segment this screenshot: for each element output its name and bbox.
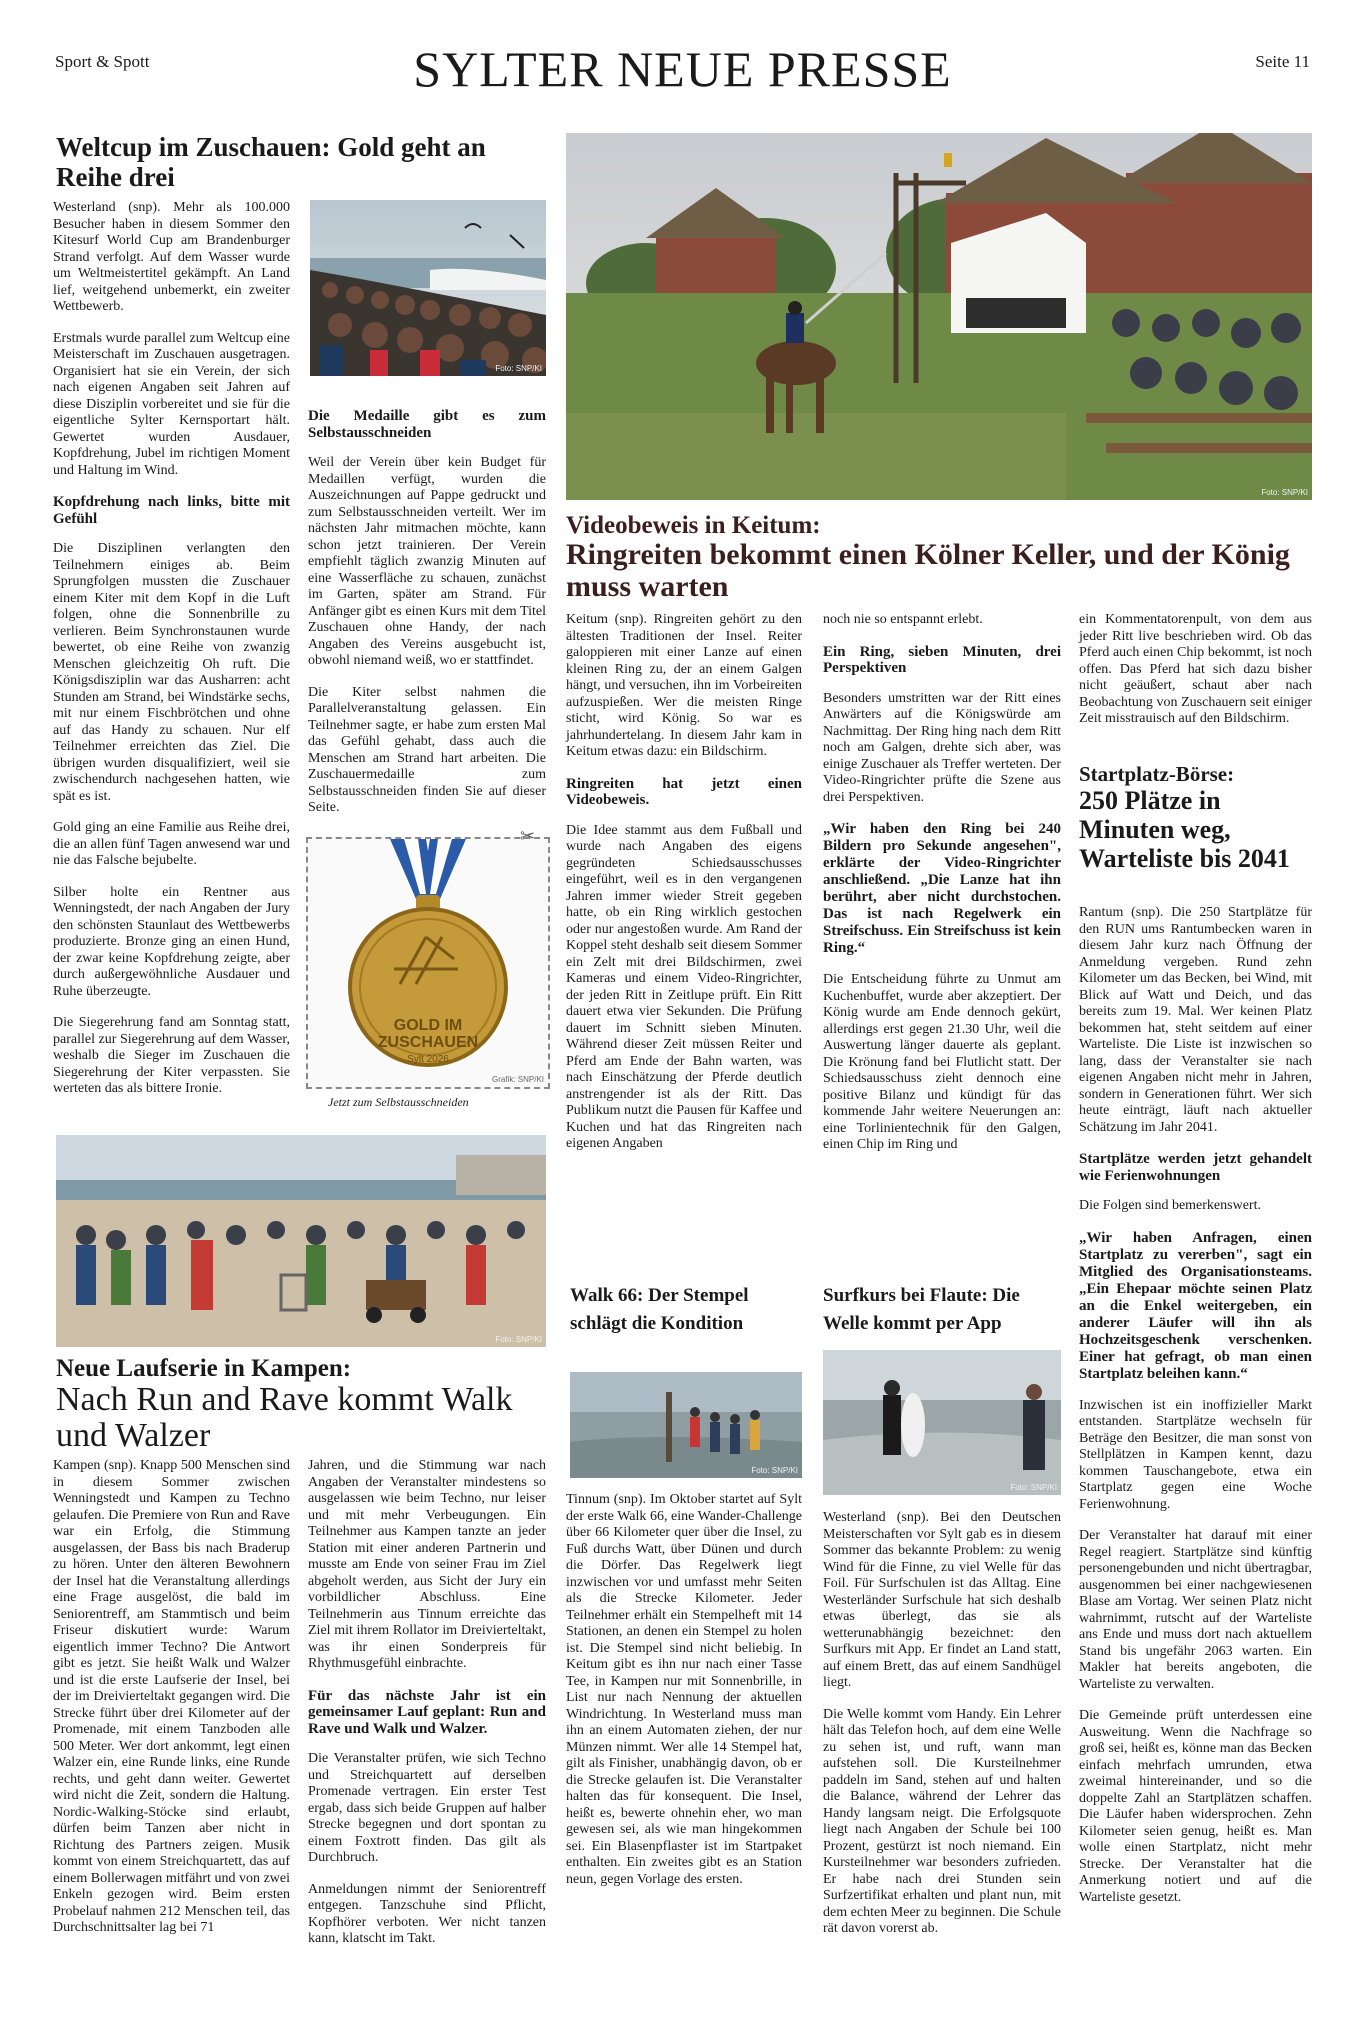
surf-col	[823, 1510, 1061, 1953]
scissors-icon: ✂	[520, 826, 536, 846]
startplatz-paragraph: Der Veranstalter hat darauf mit einer Regel reagiert. Startplätze sind künftig personengebunden und nicht übertragbar, ausgenommen bei einer nachgewiesenen Blase am Vortag. Wer seinen Platz nicht wahrnimmt, rutscht auf der Warteliste ans Ende und muss dort nach aktuellem Stand bis ungefähr 2063 warten. Ein Makler hat bereits angeboten, die Warteliste zu verwalten.	[1079, 1528, 1312, 1692]
ringreiten-col-2	[823, 612, 1061, 1169]
ringreiten-photo	[566, 133, 1312, 500]
laufserie-col-1	[53, 1458, 290, 1952]
laufserie-headline: Nach Run and Rave kommt Walk und Walzer	[56, 1381, 513, 1454]
weltcup-paragraph: Die Siegerehrung fand am Sonntag statt, parallel zur Siegerehrung auf dem Wasser, weshalb die Sieger im Zuschauen die Siegerehrung der Kiter verpassten. Sie werteten das als bittere Ironie.	[53, 1015, 290, 1096]
newspaper-title: SYLTER NEUE PRESSE	[413, 41, 952, 97]
ringreiten-paragraph: Keitum (snp). Ringreiten gehört zu den ältesten Traditionen der Insel. Reiter galoppieren mit einer Lanze auf einen kleinen Ring zu, der an einem Galgen hängt, und versuchen, ihn im Vorbeireiten aufzuspießen. Wer die meisten Ringe sticht, wird König. So war es jahrhundertelang. In diesem Jahr kam in Keitum etwas dazu: ein Bildschirm.	[566, 612, 802, 759]
photo-credit: Foto: SNP/KI	[751, 1466, 798, 1475]
surf-paragraph: Westerland (snp). Bei den Deutschen Meisterschaften vor Sylt gab es in diesem Sommer das bekannte Problem: zu wenig Wind für die Finne, zu viel Welle für das Foil. Für Surfschulen ist das Alltag. Eine Westerländer Surfschule hat sich deshalb etwas überlegt, das sie als wetterunabhängig bezeichnet: den Surfkurs mit App. Er findet an Land statt, auf einem Brett, das auf einem Sandhügel liegt.	[823, 1510, 1061, 1690]
surf-paragraph: Die Welle kommt vom Handy. Ein Lehrer hält das Telefon hoch, auf dem eine Welle zu sehen ist, und ruft, wann man aufstehen soll. Die Kursteilnehmer paddeln im Sand, stehen auf und halten die Balance, während der Lehrer das Handy langsam neigt. Die Erfolgsquote liegt nach Angaben der Schule bei 100 Prozent, gestürzt ist noch niemand. Ein Kursteilnehmer war besonders zufrieden. Er habe nach drei Stunden sein Surfzertifikat erhalten und plant nun, mit dem echten Meer zu beginnen. Die Schule rät davon vorerst ab.	[823, 1706, 1061, 1936]
walk-headline: Walk 66: Der Stempel schlägt die Kondition	[570, 1285, 749, 1334]
walk-paragraph: Tinnum (snp). Im Oktober startet auf Sylt der erste Walk 66, eine Wander-Challenge über 66 Kilometer quer über die Insel, zu Fuß durchs Watt, über Dünen und durch die Dörfer. Das Regelwerk liegt inzwischen vor und umfasst mehr Seiten als die Strecke Kilometer. Jeder Teilnehmer erhält ein Stempelheft mit 14 Stationen, an denen ein Stempel zu holen ist. Die Stempel sind nicht beliebig. In Keitum gibt es ihn nur nach einer Tasse Tee, in Kampen nur mit Sonnenbrille, in List nur nach Nennung der aktuellen Windrichtung. In Westerland muss man ihn an einem Automaten ziehen, der nur Münzen nimmt. Wer alle 14 Stempel hat, gilt als Finisher, unabhängig davon, ob er die Strecke gelaufen ist. Die Veranstalter halten das für konsequent. Die Insel, heißt es, bewerte ohnehin eher, wo man gewesen sei, als wie man hingekommen sei. Ein Blasenpflaster ist im Startpaket enthalten. Ein zweites gibt es an Station neun, gegen Vorlage des ersten.	[566, 1492, 802, 1887]
startplatz-paragraph: Rantum (snp). Die 250 Startplätze für den RUN ums Rantumbecken waren in diesem Jahr kurz nach Öffnung der Anmeldung vergeben. Rund zehn Kilometer um das Becken, bei Wind, mit Blick auf Watt und Deich, und das bereits zum 19. Mal. Wer keinen Platz bekommen hat, steht seitdem auf einer Warteliste. Die Liste ist inzwischen so lang, dass der Veranstalter sie nach eigenen Angaben nicht mehr in Jahren, sondern in Generationen führt. Wer sich heute einträgt, läuft nach aktueller Schätzung im Jahr 2041.	[1079, 905, 1312, 1135]
weltcup-paragraph: Die Kiter selbst nahmen die Parallelveranstaltung gelassen. Ein Teilnehmer sagte, er habe zum ersten Mal das Gefühl gehabt, dass auch die Menschen am Strand hart arbeiten. Die Zuschauermedaille zum Selbstausschneiden finden Sie auf dieser Seite.	[308, 684, 546, 815]
startplatz-paragraph: Die Folgen sind bemerkenswert.	[1079, 1198, 1261, 1213]
weltcup-paragraph: Weil der Verein über kein Budget für Medaillen verfügt, wurden die Auszeichnungen auf Pappe gedruckt und zum Selbstausschneiden verteilt. Wer im nächsten Jahr mitmachen möchte, kann schon jetzt trainieren. Der Verein empfiehlt täglich zwanzig Minuten auf eine Wasserfläche zu schauen, zunächst im Garten, später am Strand. Für Anfänger gibt es einen Kurs mit dem Titel Zuschauen ohne Handy, der nach Angaben des Vereins ausgebucht ist, obwohl niemand weiß, wo er stattfindet.	[308, 455, 546, 668]
laufserie-paragraph: Kampen (snp). Knapp 500 Menschen sind in diesem Sommer zwischen Wenningstedt und Kampen zu Techno gelaufen. Die Premiere von Run and Rave war ein Erfolg, die Stimmung ausgelassen, der Bass bis nach Braderup zu hören. Unter den älteren Bewohnern der Insel hat die Veranstaltung allerdings eine Frage ausgelöst, die bald im Seniorentreff, am Stammtisch und beim Friseur diskutiert wurde: Warum eigentlich immer Techno? Die Antwort gibt es jetzt. Sie heißt Walk und Walzer und ist die erste Laufserie der Insel, bei der im Dreivierteltakt gegangen wird. Die Strecke führt über drei Kilometer auf der Promenade, mit einem Tanzboden alle 500 Meter. Wer dort ankommt, legt einen Walzer ein, eine Runde links, eine Runde rechts, und geht dann weiter. Gewertet wird nicht die Zeit, sondern die Haltung. Nordic-Walking-Stöcke sind erlaubt, dürfen beim Tanzen aber nicht in Richtung des Partners zeigen. Musik kommt von einem Streichquartett, das auf einem Bollerwagen mitfährt und von zwei Enkeln gezogen wird. Beim ersten Probelauf nahmen 212 Menschen teil, das Durchschnittsalter lag bei 71	[53, 1458, 290, 1935]
startplatz-paragraph: Inzwischen ist ein inoffizieller Markt entstanden. Startplätze wechseln für Beträge den Besitzer, die man sonst von Stellplätzen in Kampen kennt, dazu kommen Tauschangebote, etwa ein Startplatz gegen eine Woche Ferienwohnung.	[1079, 1397, 1312, 1512]
weltcup-col-1	[53, 200, 290, 1113]
ringreiten-paragraph: Besonders umstritten war der Ritt eines Anwärters auf die Königswürde am Nachmittag. Der Ring hing nach dem Ritt noch am Galgen, drehte sich aber, was einige Zuschauer als Treffer werteten. Der Video-Ringrichter prüfte die Szene aus drei Perspektiven.	[823, 690, 1061, 805]
startplatz-subheading: Startplätze werden jetzt gehandelt wie Ferienwohnungen	[1079, 1151, 1312, 1184]
ringreiten-subheading: Ein Ring, sieben Minuten, drei Perspektiven	[823, 643, 1061, 676]
weltcup-paragraph: Gold ging an eine Familie aus Reihe drei, die an allen fünf Tagen anwesend war und nie das Falsche bejubelte.	[53, 820, 290, 868]
startplatz-headline: 250 Plätze in Minuten weg, Warteliste bis 2041	[1079, 786, 1290, 873]
weltcup-paragraph: Westerland (snp). Mehr als 100.000 Besucher haben in diesem Sommer den Kitesurf World Cup am Brandenburger Strand verfolgt. Auf dem Wasser wurde um Weltmeistertitel gekämpft. An Land lief, weitgehend unbemerkt, ein zweiter Wettbewerb.	[53, 200, 290, 314]
ringreiten-paragraph: ein Kommentatorenpult, von dem aus jeder Ritt live beschrieben wird. Ob das Pferd auch einen Chip bekommt, ist noch offen. Das Pferd hat sich dazu bisher nicht geäußert, schaut aber nach Beobachtung von Zuschauern seit einiger Zeit misstrauisch auf den Bildschirm.	[1079, 612, 1312, 726]
photo-credit: Foto: SNP/KI	[1010, 1483, 1057, 1492]
startplatz-paragraph: Die Gemeinde prüft unterdessen eine Ausweitung. Wenn die Nachfrage so groß sei, heißt es, könne man das Becken einfach mehrfach umrunden, etwa zweimal hintereinander, und so die doppelte Zahl an Startplätzen schaffen. Die Läufer haben widersprochen. Zehn Kilometer seien genug, heißt es. Man wolle einen Startplatz, nicht mehr Strecke. Der Veranstalter hat die Anmerkung notiert und auf die Warteliste gesetzt.	[1079, 1708, 1312, 1905]
ringreiten-paragraph: noch nie so entspannt erlebt.	[823, 612, 983, 627]
laufserie-subheading: Für das nächste Jahr ist ein gemeinsamer Lauf geplant: Run and Rave und Walk und Walzer.	[308, 1687, 546, 1737]
startplatz-kicker: Startplatz-Börse:	[1079, 762, 1235, 786]
walk-photo	[570, 1372, 802, 1478]
startplatz-col	[1079, 905, 1312, 1921]
ringreiten-headline: Ringreiten bekommt einen Kölner Keller, und der König muss warten	[566, 538, 1290, 603]
laufserie-paragraph: Die Veranstalter prüfen, wie sich Techno und Streichquartett auf derselben Promenade vertragen. Ein erster Test ergab, dass sich beide Gruppen auf halber Strecke begegnen und dort spontan zu einem Foxtrott finden. Das gilt als Durchbruch.	[308, 1751, 546, 1865]
section-label: Sport & Spott	[55, 52, 150, 71]
medal-text: ZUSCHAUEN	[377, 1034, 479, 1051]
laufserie-kicker: Neue Laufserie in Kampen:	[56, 1355, 352, 1382]
medal-text: Sylt 2026	[407, 1054, 449, 1065]
weltcup-col-2	[308, 404, 546, 832]
laufserie-photo	[56, 1135, 546, 1347]
weltcup-subheading: Die Medaille gibt es zum Selbstausschneiden	[308, 408, 546, 441]
laufserie-paragraph: Jahren, und die Stimmung war nach Angaben der Veranstalter mindestens so ausgelassen wie beim Techno, nur leiser und mit mehr Verbeugungen. Ein Teilnehmer aus Kampen tanzte an jeder Station mit einer anderen Partnerin und musste am Ende von seiner Frau im Ziel abgeholt werden, aus Sicht der Jury ein vorbildlicher Abschluss. Eine Teilnehmerin aus Tinnum erreichte das Ziel mit ihrem Rollator im Dreivierteltakt, was ihr einen Sonderpreis für Rhythmusgefühl einbrachte.	[308, 1458, 546, 1671]
ringreiten-paragraph: Die Entscheidung führte zu Unmut am Kuchenbuffet, wurde aber akzeptiert. Der König wurde am Ende dennoch gekürt, allerdings erst gegen 21.30 Uhr, weil die Auswertung länger dauerte als geplant. Die Krönung fand bei Flutlicht statt. Der Schiedsausschuss zieht dennoch eine positive Bilanz und kündigt für das kommende Jahr weitere Neuerungen an: eine Torlinientechnik für den Galgen, einen Chip im Ring und	[823, 972, 1061, 1152]
kitesurf-photo	[310, 200, 546, 376]
ringreiten-col-3	[1079, 612, 1312, 743]
ringreiten-col-1	[566, 612, 802, 1168]
photo-credit: Foto: SNP/KI	[495, 364, 542, 373]
photo-credit: Foto: SNP/KI	[1261, 488, 1308, 497]
ringreiten-paragraph: Die Idee stammt aus dem Fußball und wurde nach Angaben des eigens gegründeten Schiedsausschusses eingeführt, weil es in den vergangenen Jahren immer wieder Streit gegeben hatte, ob ein Ring wirklich gestochen oder nur angestoßen wurde. Am Rand der Koppel steht deshalb seit diesem Sommer ein Zelt mit drei Bildschirmen, zwei Kameras und einem Video-Ringrichter, der jeden Ritt in Zeitlupe prüft. Ein Ritt dauert etwa vier Sekunden. Die Prüfung dauert im Schnitt sieben Minuten. Während dieser Zeit müssen Reiter und Pferd am Ende der Bahn warten, was nach Einschätzung der Pferde deutlich anstrengender ist als der Ritt. Das Publikum nutzt die Pausen für Kaffee und Kuchen und hat das Ringreiten nach eigenen Angaben	[566, 822, 802, 1151]
surf-photo	[823, 1350, 1061, 1495]
weltcup-paragraph: Silber holte ein Rentner aus Wenningstedt, der nach Angaben der Jury den schönsten Staunlaut des Wettbewerbs produzierte. Bronze ging an einen Hund, der zwar keine Kopfdrehung zeigte, aber durch außergewöhnliche Ausdauer und Ruhe überzeugte.	[53, 884, 290, 999]
weltcup-headline: Weltcup im Zuschauen: Gold geht an Reihe drei	[56, 132, 486, 192]
surf-headline: Surfkurs bei Flaute: Die Welle kommt per App	[823, 1285, 1020, 1334]
photo-credit: Foto: SNP/KI	[495, 1335, 542, 1344]
page-number: Seite 11	[1255, 52, 1310, 71]
laufserie-paragraph: Anmeldungen nimmt der Seniorentreff entgegen. Tanzschuhe sind Pflicht, Kopfhörer verboten. Wer nicht tanzen kann, klatscht im Takt.	[308, 1881, 546, 1946]
ringreiten-quote: „Wir haben den Ring bei 240 Bildern pro Sekunde angesehen", erklärte der Video-Ringrichter anschließend. „Die Lanze hat ihn berührt, aber nicht durchstochen. Das ist nach Regelwerk ein Streifschuss. Ein Streifschuss ist kein Ring.“	[823, 821, 1061, 956]
startplatz-quote: „Wir haben Anfragen, einen Startplatz zu vererben", sagt ein Mitglied des Organisationsteams. „Ein Ehepaar möchte seinen Platz an die Enkel weitergeben, ein anderer Läufer will ihn als Hochzeitsgeschenk verschenken. Einer hat gefragt, ob man einen Startplatz beleihen kann.“	[1079, 1229, 1312, 1382]
graphic-credit: Grafik: SNP/KI	[491, 1075, 544, 1084]
walk-col	[566, 1492, 802, 1903]
medal-text: GOLD IM	[393, 1017, 463, 1034]
medal-cutout[interactable]	[306, 837, 550, 1089]
weltcup-paragraph: Erstmals wurde parallel zum Weltcup eine Meisterschaft im Zuschauen ausgetragen. Organisiert hat sie ein Verein, der sich nach eigenen Angaben seit Jahren auf diese Disziplin vorbereitet und sie für die eigentliche Sylter Kernsportart hält. Gewertet wurden Ausdauer, Kopfdrehung, Jubel im richtigen Moment und Haltung im Wind.	[53, 330, 290, 478]
ringreiten-subheading: Ringreiten hat jetzt einen Videobeweis.	[566, 775, 802, 808]
laufserie-col-2	[308, 1458, 546, 1963]
medal-caption: Jetzt zum Selbstausschneiden	[328, 1095, 469, 1109]
ringreiten-kicker: Videobeweis in Keitum:	[566, 512, 821, 539]
weltcup-paragraph: Die Disziplinen verlangten den Teilnehmern einiges ab. Beim Sprungfolgen mussten die Zuschauer einem Kiter mit dem Kopf in die Luft folgen, ohne die Sonnenbrille zu verlieren. Beim Synchronstaunen wurde bewertet, ob eine Reihe von zwanzig Menschen gleichzeitig Oh ruft. Die Königsdisziplin war das Ausharren: acht Stunden am Strand, bei Windstärke sechs, mit nur einem Fischbrötchen und ohne auf das Handy zu schauen. Nur elf Teilnehmer erreichten das Ziel. Die übrigen wurden disqualifiziert, weil sie zwischendurch nachgesehen hatten, wie spät es ist.	[53, 541, 290, 804]
weltcup-subheading: Kopfdrehung nach links, bitte mit Gefühl	[53, 494, 290, 527]
